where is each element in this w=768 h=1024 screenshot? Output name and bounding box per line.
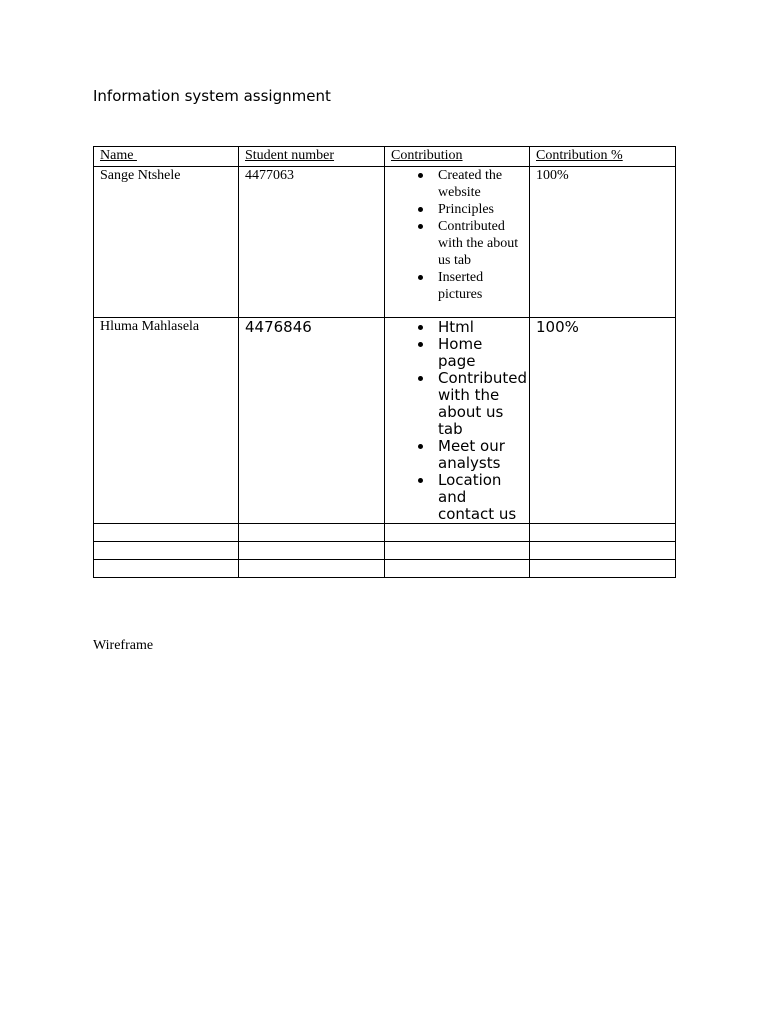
empty-cell <box>94 524 239 542</box>
cell-name: Sange Ntshele <box>94 167 239 318</box>
cell-contribution-percent: 100% <box>530 318 676 524</box>
list-item: Contributed with the about us tab <box>391 370 523 438</box>
table-row <box>94 167 676 318</box>
document-title: Information system assignment <box>93 87 331 105</box>
empty-cell <box>385 542 530 560</box>
list-item: Created the website <box>391 167 523 201</box>
list-item: Location and contact us <box>391 472 523 523</box>
empty-cell <box>530 524 676 542</box>
cell-name: Hluma Mahlasela <box>94 318 239 524</box>
empty-cell <box>94 542 239 560</box>
empty-cell <box>239 542 385 560</box>
empty-cell <box>385 560 530 578</box>
empty-cell <box>530 560 676 578</box>
contribution-table <box>93 146 676 578</box>
list-item: Html <box>391 319 523 336</box>
header-student-number: Student number <box>239 147 385 167</box>
header-contribution-percent: Contribution % <box>530 147 676 167</box>
cell-contribution <box>385 318 530 524</box>
list-item: Inserted pictures <box>391 269 523 303</box>
empty-cell <box>94 560 239 578</box>
list-item: Home page <box>391 336 523 370</box>
table-row <box>94 318 676 524</box>
empty-cell <box>385 524 530 542</box>
cell-contribution-percent: 100% <box>530 167 676 318</box>
list-item: Contributed with the about us tab <box>391 218 523 269</box>
empty-cell <box>530 542 676 560</box>
list-item: Principles <box>391 201 523 218</box>
header-contribution: Contribution <box>385 147 530 167</box>
table-row-empty <box>94 560 676 578</box>
cell-contribution <box>385 167 530 318</box>
contribution-list <box>391 167 523 303</box>
wireframe-label: Wireframe <box>93 638 154 653</box>
empty-cell <box>239 524 385 542</box>
list-item: Meet our analysts <box>391 438 523 472</box>
contribution-list <box>391 318 528 523</box>
cell-student-number: 4477063 <box>239 167 385 318</box>
table-row-empty <box>94 524 676 542</box>
header-name: Name <box>94 147 239 167</box>
table-header-row <box>94 147 676 167</box>
empty-cell <box>239 560 385 578</box>
cell-student-number: 4476846 <box>239 318 385 524</box>
table-row-empty <box>94 542 676 560</box>
